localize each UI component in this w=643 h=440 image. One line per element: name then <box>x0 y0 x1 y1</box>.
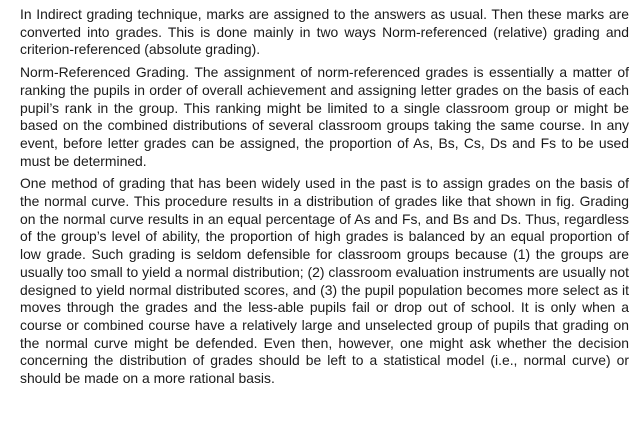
paragraph-indirect-grading: In Indirect grading technique, marks are assigned to the answers as usual. Then these marks are converted into grades. This is done mainly in two ways Norm-referenced (relative) grading and criterion-referenced (absolute grading). <box>20 6 629 58</box>
paragraph-normal-curve-grading: One method of grading that has been widely used in the past is to assign grades on the basis of the normal curve. This procedure results in a distribution of grades like that shown in fig. Grading on the normal curve results in an equal percentage of As and Fs, and Bs and Ds. Thus, regardless of the group’s level of ability, the proportion of high grades is balanced by an equal proportion of low grade. Such grading is seldom defensible for classroom groups because (1) the groups are usually too small to yield a normal distribution; (2) classroom evaluation instruments are usually not designed to yield normal distributed scores, and (3) the pupil population becomes more select as it moves through the grades and the less-able pupils fail or drop out of school. It is only when a course or combined course have a relatively large and unselected group of pupils that grading on the normal curve might be defended. Even then, however, one might ask whether the decision concerning the distribution of grades should be left to a statistical model (i.e., normal curve) or should be made on a more rational basis. <box>20 175 629 387</box>
paragraph-norm-referenced-grading: Norm-Referenced Grading. The assignment of norm-referenced grades is essentially a matter of ranking the pupils in order of overall achievement and assigning letter grades on the basis of each pupil’s rank in the group. This ranking might be limited to a single classroom group or might be based on the combined distributions of several classroom groups taking the same course. In any event, before letter grades can be assigned, the proportion of As, Bs, Cs, Ds and Fs to be used must be determined. <box>20 64 629 169</box>
